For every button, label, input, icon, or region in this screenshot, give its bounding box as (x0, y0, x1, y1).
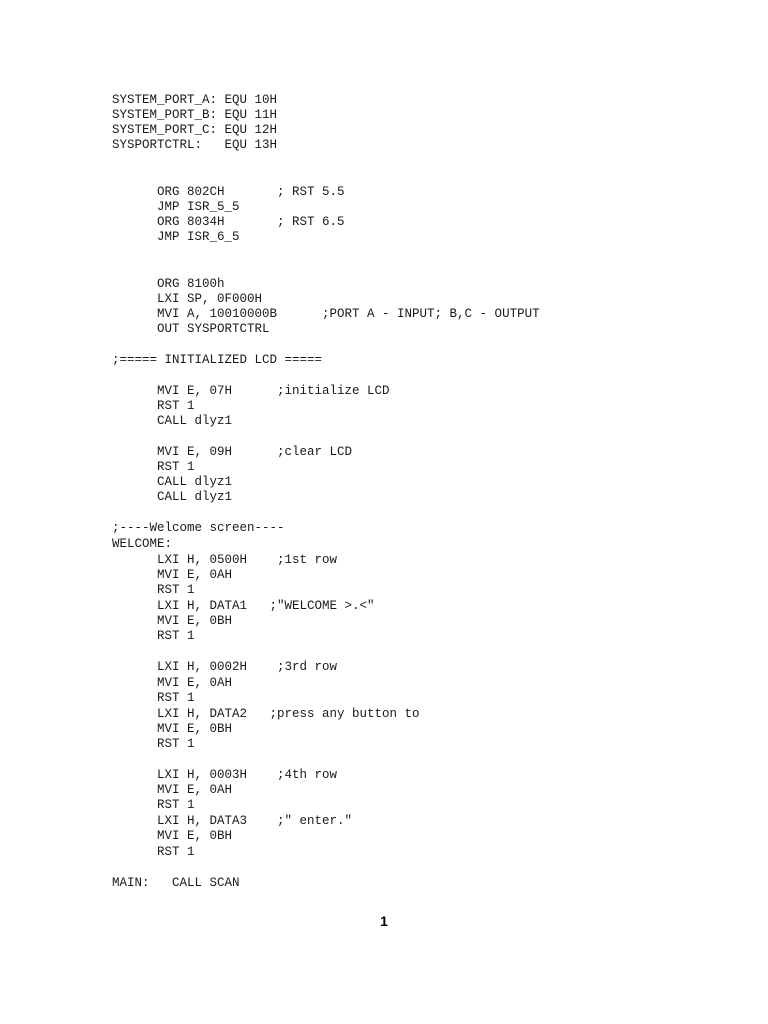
code-line: RST 1 (112, 691, 195, 705)
code-line: MAIN: CALL SCAN (112, 876, 240, 890)
code-line: MVI E, 0BH (112, 829, 233, 843)
code-line: SYSPORTCTRL: EQU 13H (112, 138, 278, 152)
code-line: MVI E, 0AH (112, 676, 233, 690)
code-line: RST 1 (112, 460, 195, 474)
code-line: OUT SYSPORTCTRL (112, 322, 270, 336)
code-line: LXI H, 0003H ;4th row (112, 768, 338, 782)
code-line: MVI A, 10010000B ;PORT A - INPUT; B,C - OUTPUT (112, 307, 540, 321)
code-line: LXI H, DATA3 ;" enter." (112, 814, 353, 828)
code-line: MVI E, 0AH (112, 568, 233, 582)
code-line: RST 1 (112, 737, 195, 751)
code-line: LXI H, DATA2 ;press any button to (112, 707, 420, 721)
code-line: LXI H, 0500H ;1st row (112, 553, 338, 567)
code-line: RST 1 (112, 629, 195, 643)
code-line: ;===== INITIALIZED LCD ===== (112, 353, 323, 367)
code-line: ORG 8100h (112, 277, 225, 291)
code-line: SYSTEM_PORT_C: EQU 12H (112, 123, 278, 137)
code-line: MVI E, 07H ;initialize LCD (112, 384, 390, 398)
code-line: LXI SP, 0F000H (112, 292, 263, 306)
code-line: RST 1 (112, 798, 195, 812)
page-number: 1 (380, 913, 388, 929)
code-line: LXI H, DATA1 ;"WELCOME >.<" (112, 599, 375, 613)
code-line: MVI E, 0AH (112, 783, 233, 797)
code-line: MVI E, 0BH (112, 722, 233, 736)
code-line: CALL dlyz1 (112, 414, 233, 428)
code-line: ;----Welcome screen---- (112, 521, 285, 535)
code-line: SYSTEM_PORT_A: EQU 10H (112, 93, 278, 107)
code-line: RST 1 (112, 845, 195, 859)
code-line: RST 1 (112, 399, 195, 413)
code-line: MVI E, 09H ;clear LCD (112, 445, 353, 459)
code-line: LXI H, 0002H ;3rd row (112, 660, 338, 674)
code-line: CALL dlyz1 (112, 490, 233, 504)
code-line: RST 1 (112, 583, 195, 597)
code-line: JMP ISR_6_5 (112, 230, 240, 244)
code-line: JMP ISR_5_5 (112, 200, 240, 214)
code-line: WELCOME: (112, 537, 173, 551)
code-line: SYSTEM_PORT_B: EQU 11H (112, 108, 278, 122)
code-line: ORG 802CH ; RST 5.5 (112, 185, 345, 199)
code-line: MVI E, 0BH (112, 614, 233, 628)
code-line: ORG 8034H ; RST 6.5 (112, 215, 345, 229)
code-line: CALL dlyz1 (112, 475, 233, 489)
